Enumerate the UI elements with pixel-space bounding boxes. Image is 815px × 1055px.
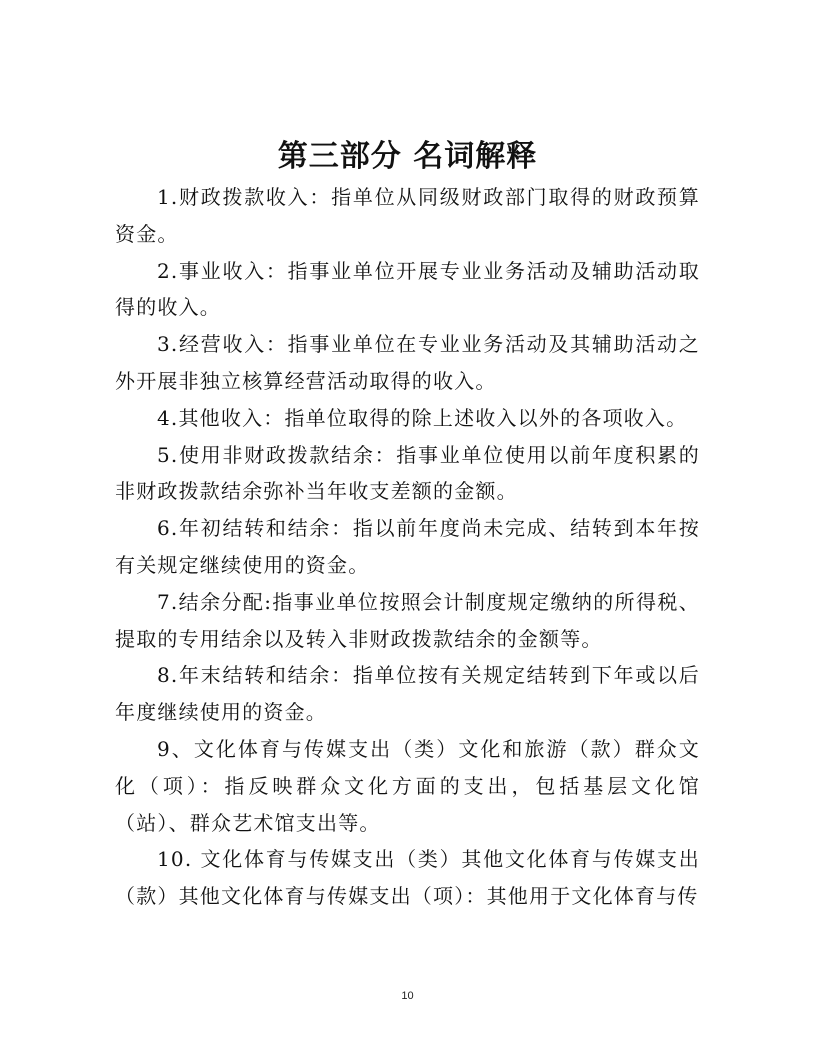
definition-paragraph: 4.其他收入：指单位取得的除上述收入以外的各项收入。 [157,405,688,430]
page-title: 第三部分 名词解释 [277,139,538,174]
definition-paragraph: 8.年末结转和结余：指单位按有关规定结转到下年或以后年度继续使用的资金。 [115,663,700,725]
definition-paragraph: 2.事业收入：指事业单位开展专业业务活动及辅助活动取得的收入。 [115,258,700,320]
definition-paragraph: 9、文化体育与传媒支出（类）文化和旅游（款）群众文化（项）：指反映群众文化方面的支出，包括基层文化馆（站）、群众艺术馆支出等。 [115,736,700,835]
definition-paragraph: 10. 文化体育与传媒支出（类）其他文化体育与传媒支出（款）其他文化体育与传媒支出（项）：其他用于文化体育与传 [115,847,700,909]
definition-paragraph: 1.财政拨款收入：指单位从同级财政部门取得的财政预算资金。 [115,185,700,246]
definition-paragraph: 7.结余分配:指事业单位按照会计制度规定缴纳的所得税、提取的专用结余以及转入非财政拨款结余的金额等。 [115,589,700,651]
definition-paragraph: 3.经营收入：指事业单位在专业业务活动及其辅助活动之外开展非独立核算经营活动取得的收入。 [115,332,700,393]
definition-paragraph: 6.年初结转和结余：指以前年度尚未完成、结转到本年按有关规定继续使用的资金。 [115,516,700,577]
definitions-body [115,179,700,915]
definition-paragraph: 5.使用非财政拨款结余：指事业单位使用以前年度积累的非财政拨款结余弥补当年收支差额的金额。 [115,442,700,504]
page-number: 10 [401,990,414,1002]
